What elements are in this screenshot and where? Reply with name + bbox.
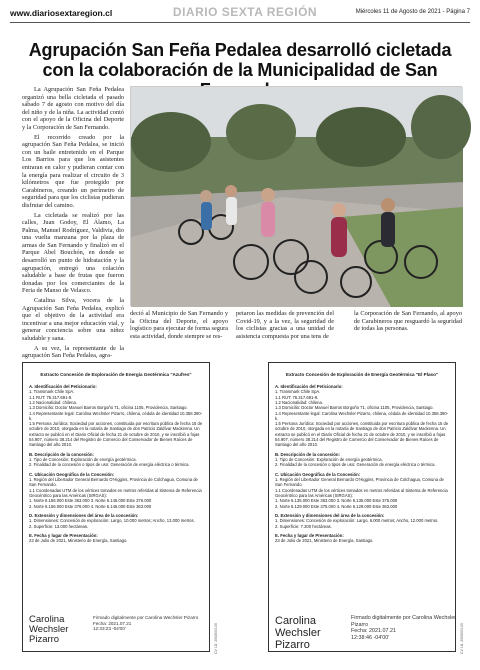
article-photo [130, 86, 462, 306]
notice-line: 1.4 Representante legal: Carolina Wechsler Pizarro, chilena, cédula de identidad 10.358.390-k. [29, 410, 203, 421]
signature-name: Carolina Wechsler Pizarro [29, 614, 69, 645]
notice-line: 2. Norte 6.156.000 Este 376.000 4. Norte 6.146.000 Este 363.000 [29, 503, 152, 509]
notice-section-heading: A. Identificación del Peticionario: [29, 384, 97, 389]
notice-section-heading: A. Identificación del Peticionario: [275, 384, 343, 389]
signature-name: Carolina Wechsler Pizarro [275, 615, 321, 651]
notice-code: CV 1D: 2508003-05 [460, 623, 464, 654]
notice-section-heading: D. Extensión y dimensiones del área de la concesión: [29, 512, 139, 518]
notice-line: 23 de Julio de 2021, Ministerio de Energía, Santiago. [29, 538, 128, 544]
notice-section-heading: D. Extensión y dimensiones del área de la concesión: [275, 512, 385, 518]
notice-line: 2. Finalidad de la concesión o tipos de uso: Generación de energía eléctrica o térmica. [275, 462, 436, 468]
article-column-3: petaron las medidas de prevención del Covid-19, y a la vez, la seguridad de los ciclistas gracias a una unidad de asistencia compuesta por una tens de [236, 310, 334, 340]
notice-line: 1. Transmark Chile SpA. [275, 389, 321, 395]
notice-section-heading: B. Descripción de la concesión: [275, 451, 340, 457]
notice-title: Extracto Concesión de Exploración de Energía Geotérmica "El Plaso" [285, 372, 439, 377]
page-date: Miércoles 11 de Agosto de 2021 - Página 7 [355, 9, 470, 15]
notice-line: 1. Región del Libertador General Bernardo O'Higgins, Provincia de Colchagua, Comuna de San Fernando. [275, 477, 444, 488]
article-column-4: la Corporación de San Fernando, al apoyo de Carabineros que resguardó la seguridad de todas las personas. [354, 310, 462, 333]
notice-line: 1. Transmark Chile SpA. [29, 389, 75, 395]
notice-line: 2. Superficie: 7.200 hectáreas. [275, 523, 332, 529]
notice-line: 1.3 Domicilio: Doctor Manuel Barros Borgoño 71, oficina 1105, Providencia, Santiago. [275, 405, 434, 411]
notice-line: 2. Superficie: 13.000 hectáreas. [29, 523, 89, 529]
notice-body [275, 384, 449, 544]
notice-title: Extracto Concesión de Exploración de Energía Geotérmica "Azufres" [40, 372, 192, 377]
notice-line: 1.1 Coordenadas UTM de los vértices tomados en metros referidas al Sistema de Referencia Geocéntrico para las Américas (SIRGAS): [275, 487, 448, 498]
notice-code: CV 1D: 2508003-06 [214, 623, 218, 654]
cyclists-photo [131, 87, 463, 307]
notice-line: 1.4 Representante legal: Carolina Wechsler Pizarro, chilena, cédula de identidad 10.358.390-k. [275, 410, 449, 421]
paragraph: La cicletada se realizó por las calles, Juan Godoy, El Álamo, La Palma, Manuel Rodríguez, Valdivia, dio una vuelta manzana por la plaza de armas de San Fernando y finalizó en el Parque Abel Bouchón, en donde se desarrolló un punto de hidratación y la agrupación, entregó una colación saludable a base de frutas que fueron donadas por los comerciantes de la Feria de Manso de Velasco. [22, 211, 124, 295]
article-headline: Agrupación San Feña Pedalea desarrolló cicletada con la colaboración de la Municipalidad de San [28, 40, 452, 80]
signature-meta: Firmado digitalmente por Carolina Wechsler Pizarro Fecha: 2021.07.21 12:38:46 -04'00' [351, 615, 457, 641]
paragraph: A su vez, la representante de la agrupación San Feña Pedalea, agra- [22, 344, 124, 360]
notice-line: 1. Tipo de Concesión: Exploración de energía geotérmica. [275, 457, 383, 463]
paragraph: La Agrupación San Feña Pedalea organizó una bella cicletada el pasado sábado 7 de agosto con motivo del día del niño y de la niña. La actividad contó con el apoyo de la Oficina del Deporte y la Corporación de San Fernando. [22, 86, 124, 131]
notice-line: 1.1 RUT: 76.317.691-9. [275, 394, 319, 400]
article-column-2: deció al Municipio de San Fernando y la Oficina del Deporte, el apoyo logístico para ejecutar de forma segura esta actividad, donde siempre se res- [130, 310, 228, 340]
header-rule [10, 22, 470, 23]
notice-azufres [22, 362, 210, 652]
notice-body [29, 384, 203, 544]
notice-line: 1. Región del Libertador General Bernardo O'Higgins, Provincia de Colchagua, Comuna de San Fernando. [29, 477, 198, 488]
paragraph: Catalina Silva, vocera de la Agrupación San Feña Pedalea, explicó que el objetivo de la actividad era incentivar a una mejor educación vial, y generar conciencia sobre una niñez saludable y sana. [22, 297, 124, 342]
notice-line: 2. Finalidad de la concesión o tipos de uso: Generación de energía eléctrica o térmica. [29, 462, 190, 468]
notice-line: 1.3 Domicilio: Doctor Manuel Barros Borgoño 71, oficina 1105, Providencia, Santiago. [29, 405, 188, 411]
notice-line: 1. Dimensiones: Concesión de exploración: Largo, 10.000 metros; Ancho, 13.000 metros. [29, 518, 195, 524]
digital-signature [275, 615, 457, 651]
notice-section-heading: C. Ubicación Geográfica de la Concesión: [275, 471, 361, 477]
notice-section-heading: E. Fecha y lugar de Presentación: [275, 532, 344, 538]
notice-line: 1.2 Nacionalidad: chilena. [275, 400, 323, 405]
notice-line: 1. Tipo de Concesión: Exploración de energía geotérmica. [29, 457, 137, 463]
notice-line: 1.1 Coordenadas UTM de los vértices tomados en metros referidas al Sistema de Referencia Geocéntrico para las Américas (SIRGAS): [29, 487, 202, 498]
notice-line: 1. Norte 6.156.000 Este 363.000 3. Norte 6.146.000 Este 376.000 [29, 498, 152, 504]
digital-signature [29, 615, 205, 645]
notice-line: 1.1 RUT: 76.317.691-9. [29, 394, 73, 400]
notice-line: 23 de Julio de 2021, Ministerio de Energía, Santiago. [275, 538, 374, 544]
notice-section-heading: E. Fecha y lugar de Presentación: [29, 532, 98, 538]
notice-line: 1. Dimensiones: Concesión de exploración: Largo, 6.000 metros; Ancho, 12.000 metros. [275, 518, 439, 524]
notice-line: 1. Norte 6.135.000 Este 363.000 3. Norte 6.135.000 Este 375.000 [275, 498, 398, 504]
notice-line: 1.2 Nacionalidad: chilena. [29, 400, 77, 405]
site-url[interactable]: www.diariosextaregion.cl [10, 8, 113, 18]
paragraph: El recorrido creado por la agrupación San Feña Pedalea, se inició con un baile entretenido en el Parque Los Barrios para que los asistentes entraran en calor y pudieran contar con la energía para realizar el circuito de 3 kilómetros que fue protegido por Carabineros, creando un perímetro de seguridad para que los ciclistas pudieran disfrutar del camino. [22, 133, 124, 209]
notice-line: 1.5 Persona Jurídica: Sociedad por acciones, constituida por escritura pública de fecha 15 de octubre de 2010, otorgada en la notaría de Santiago de don Patricio Zaldívar Mackenna. Un extracto se publicó en el Diario Oficial de fecha 21 de octubre de 2010, y se inscribió a fojas 54.907, número 38.214 del Registro de Comercio del Conservador de Bienes Raíces de Santiago del año 2010. [29, 421, 203, 448]
article-column-1 [22, 86, 124, 360]
notice-section-heading: C. Ubicación Geográfica de la Concesión: [29, 471, 115, 477]
publication-name: DIARIO SEXTA REGIÓN [172, 5, 318, 19]
notice-line: 2. Norte 6.129.000 Este 375.000 4. Norte 6.129.000 Este 363.000 [275, 503, 398, 509]
notice-section-heading: B. Descripción de la concesión: [29, 451, 94, 457]
signature-meta: Firmado digitalmente por Carolina Wechsler Pizarro Fecha: 2021.07.21 12:33:23 -04'00' [93, 615, 199, 632]
notice-line: 1.5 Persona Jurídica: Sociedad por acciones, constituida por escritura pública de fecha 15 de octubre de 2010, otorgada en la notaría de Santiago de don Patricio Zaldívar Mackenna. Un extracto se publicó en el Diario Oficial de fecha 21 de octubre de 2010, y se inscribió a fojas 54.907, número 38.214 del Registro de Comercio del Conservador de Bienes Raíces de Santiago del año 2010. [275, 421, 449, 448]
notice-el-plaso [268, 362, 456, 652]
